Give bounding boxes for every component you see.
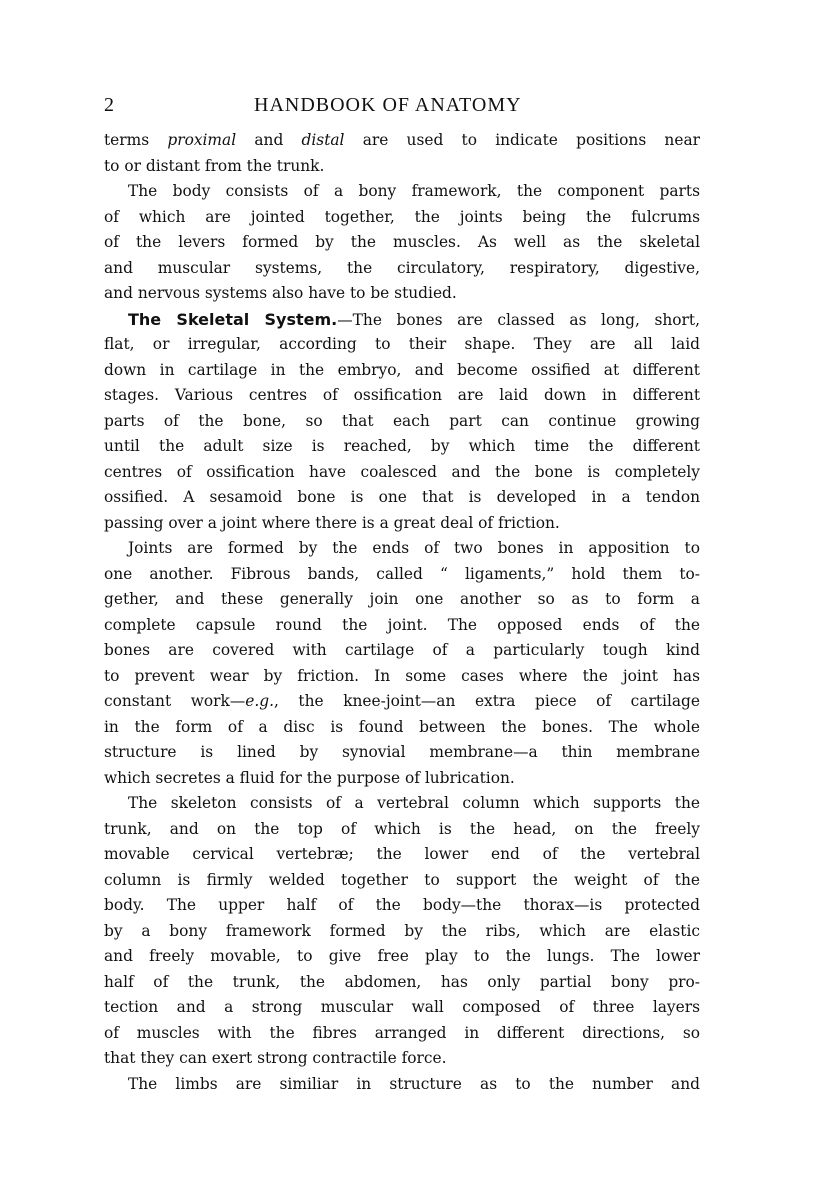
text-line: and nervous systems also have to be studied. [104,284,457,302]
text-line: stages. Various centres of ossification are laid down in different [104,386,700,404]
text-line: The Skeletal System.—The bones are classed as long, short, [128,309,700,329]
text-line: of the levers formed by the muscles. As well as the skeletal [104,233,700,251]
text-line: passing over a joint where there is a great deal of friction. [104,513,560,532]
text-line: which secretes a fluid for the purpose of lubrication. [104,768,515,787]
text-line: The limbs are similiar in structure as to the number and [128,1074,700,1093]
book-page [104,88,700,1097]
text-line: to or distant from the trunk. [104,156,325,175]
text-line: gether, and these generally join one another so as to form a [104,590,700,608]
page-number: 2 [104,94,115,116]
text-line: half of the trunk, the abdomen, has only partial bony pro- [104,972,700,991]
text-line: parts of the bone, so that each part can continue growing [104,411,700,430]
text-line: column is firmly welded together to support the weight of the [104,870,700,889]
text-line: and freely movable, to give free play to the lungs. The lower [104,947,700,965]
text-line: centres of ossification have coalesced and the bone is completely [104,462,700,481]
section-heading: The Skeletal System. [128,309,338,329]
text-line: The skeleton consists of a vertebral column which supports the [128,794,700,812]
text-line: down in cartilage in the embryo, and become ossified at different [104,360,700,379]
body-text [104,128,700,1097]
text-line: of which are jointed together, the joints being the fulcrums [104,207,700,226]
text-line: that they can exert strong contractile force. [104,1049,447,1067]
running-title: HANDBOOK OF ANATOMY [254,94,522,116]
text-line: body. The upper half of the body—the thorax—is protected [104,896,700,914]
text-line: The body consists of a bony framework, the component parts [128,182,700,200]
text-line: until the adult size is reached, by which time the different [104,437,700,455]
text-line: constant work—e.g., the knee-joint—an extra piece of cartilage [104,692,700,710]
text-line: to prevent wear by friction. In some cases where the joint has [104,666,700,685]
text-line: movable cervical vertebræ; the lower end of the vertebral [104,845,700,863]
text-line: Joints are formed by the ends of two bones in apposition to [128,539,700,557]
text-line: structure is lined by synovial membrane—a thin membrane [104,743,700,761]
text-line: flat, or irregular, according to their shape. They are all laid [104,335,700,353]
text-line: tection and a strong muscular wall composed of three layers [104,998,700,1016]
text-line: complete capsule round the joint. The opposed ends of the [104,615,700,634]
text-line: bones are covered with cartilage of a particularly tough kind [104,641,700,659]
text-line: trunk, and on the top of which is the head, on the freely [104,819,700,838]
running-head [104,88,700,128]
text-line: by a bony framework formed by the ribs, which are elastic [104,921,700,940]
text-line: terms proximal and distal are used to indicate positions near [104,131,700,149]
text-line: and muscular systems, the circulatory, respiratory, digestive, [104,258,700,277]
text-line: of muscles with the fibres arranged in different directions, so [104,1023,700,1042]
text-line: ossified. A sesamoid bone is one that is developed in a tendon [104,488,700,506]
text-line: one another. Fibrous bands, called “ ligaments,” hold them to- [104,564,700,583]
text-line: in the form of a disc is found between the bones. The whole [104,717,700,736]
